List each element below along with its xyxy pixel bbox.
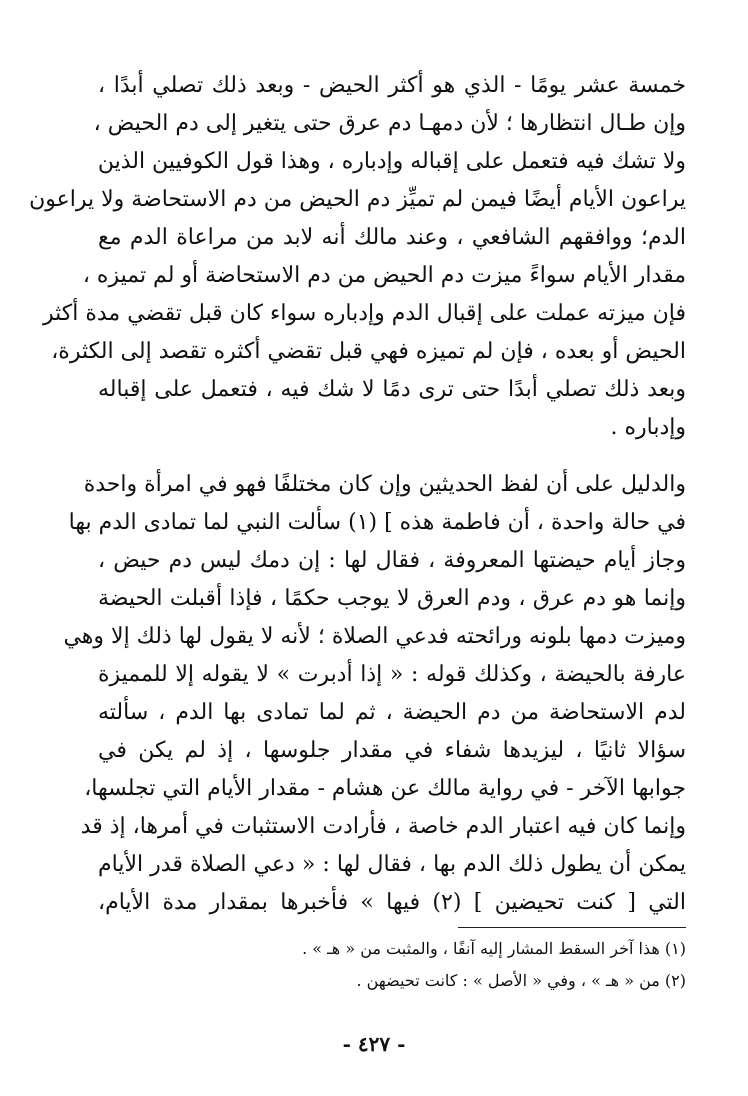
- text-line: وإنما هو دم عرق ، ودم العرق لا يوجب حكمًا ، فإذا أقبلت الحيضة: [98, 586, 686, 611]
- text-line: التي [ كنت تحيضين ] (٢) فيها » فأخبرها بمقدار مدة الأيام،: [98, 890, 686, 915]
- text-line: يراعون الأيام أيضًا فيمن لم تميِّز دم الحيض من دم الاستحاضة ولا يراعون: [29, 187, 686, 212]
- text-line: وإدباره .: [610, 415, 686, 440]
- text-line: في حالة واحدة ، أن فاطمة هذه ] (١) سألت النبي لما تمادى الدم بها: [68, 510, 686, 535]
- text-line: وبعد ذلك تصلي أبدًا حتى ترى دمًا لا شك فيه ، فتعمل على إقباله: [98, 377, 686, 402]
- paragraph-2: [63, 466, 686, 922]
- text-line: والدليل على أن لفظ الحديثين وإن كان مختلفًا فهو في امرأة واحدة: [83, 472, 686, 497]
- text-line: جوابها الآخر - في رواية مالك عن هشام - مقدار الأيام التي تجلسها،: [84, 776, 686, 801]
- text-line: فإن ميزته عملت على إقبال الدم وإدباره سواء كان قبل تقضي مدة أكثر: [43, 301, 686, 326]
- footnote-2: (٢) من « هـ » ، وفي « الأصل » : كانت تحيضهن .: [356, 971, 686, 990]
- text-line: الدم؛ ووافقهم الشافعي ، وعند مالك أنه لابد من مراعاة الدم مع: [98, 225, 686, 250]
- paragraph-1: [29, 67, 686, 447]
- text-line: وإنما كان فيه اعتبار الدم خاصة ، فأرادت الاستثبات في أمرها، إذ قد: [80, 814, 686, 839]
- text-line: وميزت دمها بلونه ورائحته فدعي الصلاة ؛ لأنه لا يقول لها ذلك إلا وهي: [63, 624, 686, 649]
- page-number: - ٤٢٧ -: [342, 1032, 406, 1056]
- text-line: وإن طـال انتظارها ؛ لأن دمهـا دم عرق حتى يتغير إلى دم الحيض ،: [93, 111, 686, 136]
- text-line: مقدار الأيام سواءً ميزت دم الحيض من دم الاستحاضة أو لم تميزه ،: [82, 263, 686, 288]
- text-line: يمكن أن يطول ذلك الدم بها ، فقال لها : « دعي الصلاة قدر الأيام: [98, 852, 686, 877]
- footnote-separator: [458, 927, 686, 928]
- text-line: ولا تشك فيه فتعمل على إقباله وإدباره ، وهذا قول الكوفيين الذين: [97, 149, 686, 174]
- text-line: خمسة عشر يومًا - الذي هو أكثر الحيض - وبعد ذلك تصلي أبدًا ،: [98, 73, 686, 98]
- footnotes: [98, 933, 686, 997]
- text-line: سؤالا ثانيًا ، ليزيدها شفاء في مقدار جلوسها ، إذ لم يكن في: [98, 738, 686, 763]
- footnote-1: (١) هذا آخر السقط المشار إليه آنفًا ، والمثبت من « هـ » .: [302, 939, 686, 958]
- text-line: لدم الاستحاضة من دم الحيضة ، ثم لما تمادى بها الدم ، سألته: [98, 700, 686, 725]
- text-line: عارفة بالحيضة ، وكذلك قوله : « إذا أدبرت » لا يقوله إلا للمميزة: [98, 662, 686, 687]
- text-line: وجاز أيام حيضتها المعروفة ، فقال لها : إن دمك ليس دم حيض ،: [98, 548, 686, 573]
- text-line: الحيض أو بعده ، فإن لم تميزه فهي قبل تقضي أكثره تقصد إلى الكثرة،: [51, 339, 686, 364]
